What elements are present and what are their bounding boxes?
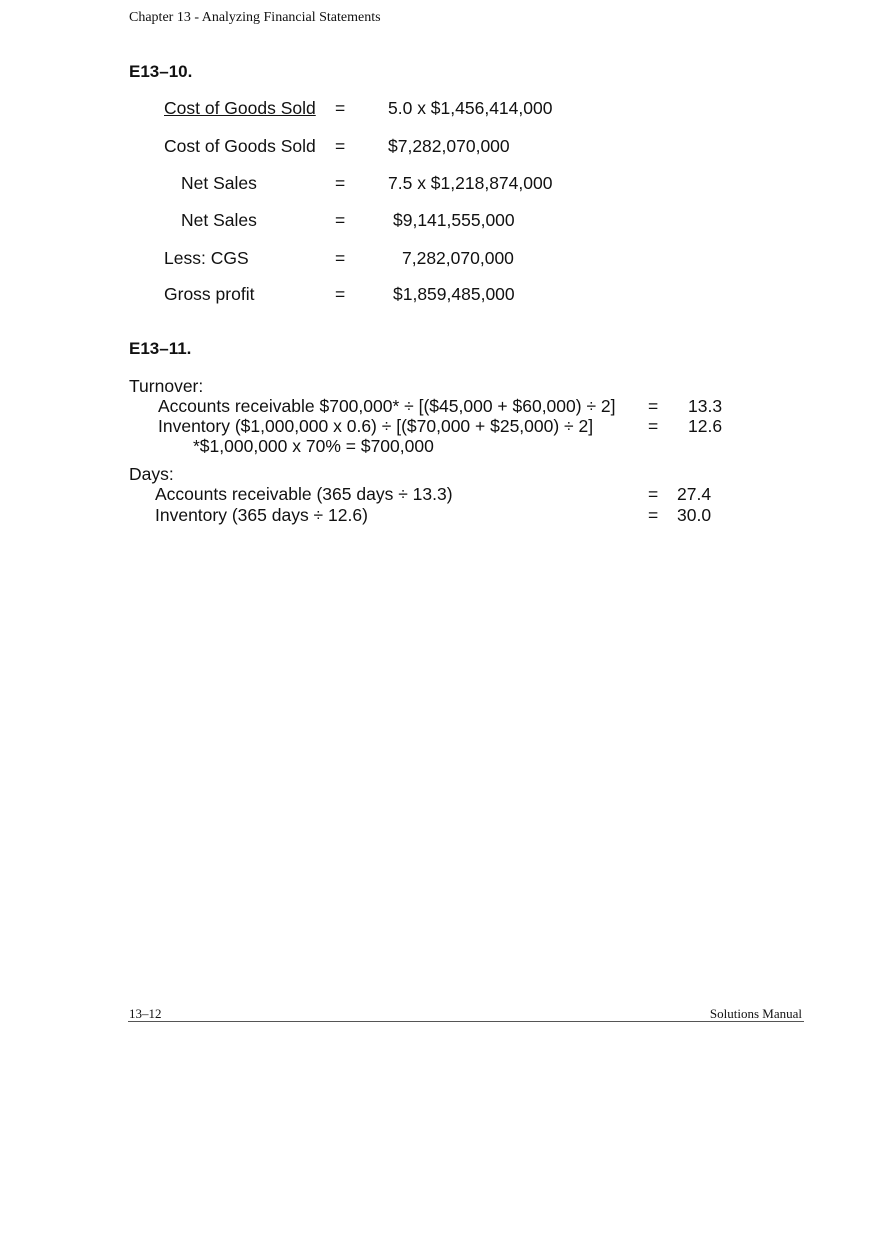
footer-divider	[128, 1021, 804, 1022]
exercise-heading-e13-10: E13–10.	[129, 62, 193, 81]
row-value: 5.0 x $1,456,414,000	[388, 98, 553, 118]
row-value: 7,282,070,000	[402, 248, 514, 268]
row-equals: =	[335, 210, 346, 230]
row-value: $9,141,555,000	[393, 210, 515, 230]
row-equals: =	[335, 98, 346, 118]
days-inventory-value: 30.0	[677, 505, 712, 525]
row-label: Net Sales	[181, 210, 257, 230]
chapter-header: Chapter 13 - Analyzing Financial Statements	[129, 10, 381, 25]
book-title: Solutions Manual	[709, 1006, 802, 1021]
row-equals: =	[335, 248, 346, 268]
exercise-heading-e13-11: E13–11.	[129, 339, 192, 358]
row-equals: =	[335, 136, 346, 156]
days-ar-value: 27.4	[677, 484, 712, 504]
row-value: $7,282,070,000	[388, 136, 510, 156]
row-label: Net Sales	[181, 173, 257, 193]
turnover-title: Turnover:	[129, 376, 204, 396]
row-equals: =	[335, 173, 346, 193]
turnover-ar-equals: =	[648, 396, 659, 416]
turnover-ar-value: 13.3	[688, 396, 723, 416]
days-ar-label: Accounts receivable (365 days ÷ 13.3)	[155, 484, 453, 504]
row-label: Cost of Goods Sold	[164, 136, 316, 156]
turnover-footnote: *$1,000,000 x 70% = $700,000	[193, 436, 434, 456]
days-inventory-equals: =	[648, 505, 659, 525]
row-equals: =	[335, 284, 346, 304]
row-label: Cost of Goods Sold	[164, 98, 316, 118]
turnover-inventory-label: Inventory ($1,000,000 x 0.6) ÷ [($70,000 + $25,000) ÷ 2]	[158, 416, 594, 436]
days-title: Days:	[129, 464, 174, 484]
turnover-inventory-value: 12.6	[688, 416, 723, 436]
turnover-ar-label: Accounts receivable $700,000* ÷ [($45,000 + $60,000) ÷ 2]	[158, 396, 616, 416]
row-label: Less: CGS	[164, 248, 249, 268]
turnover-inventory-equals: =	[648, 416, 659, 436]
days-ar-equals: =	[648, 484, 659, 504]
row-label: Gross profit	[164, 284, 255, 304]
days-inventory-label: Inventory (365 days ÷ 12.6)	[155, 505, 368, 525]
row-value: $1,859,485,000	[393, 284, 515, 304]
row-value: 7.5 x $1,218,874,000	[388, 173, 553, 193]
page-number: 13–12	[129, 1006, 162, 1021]
